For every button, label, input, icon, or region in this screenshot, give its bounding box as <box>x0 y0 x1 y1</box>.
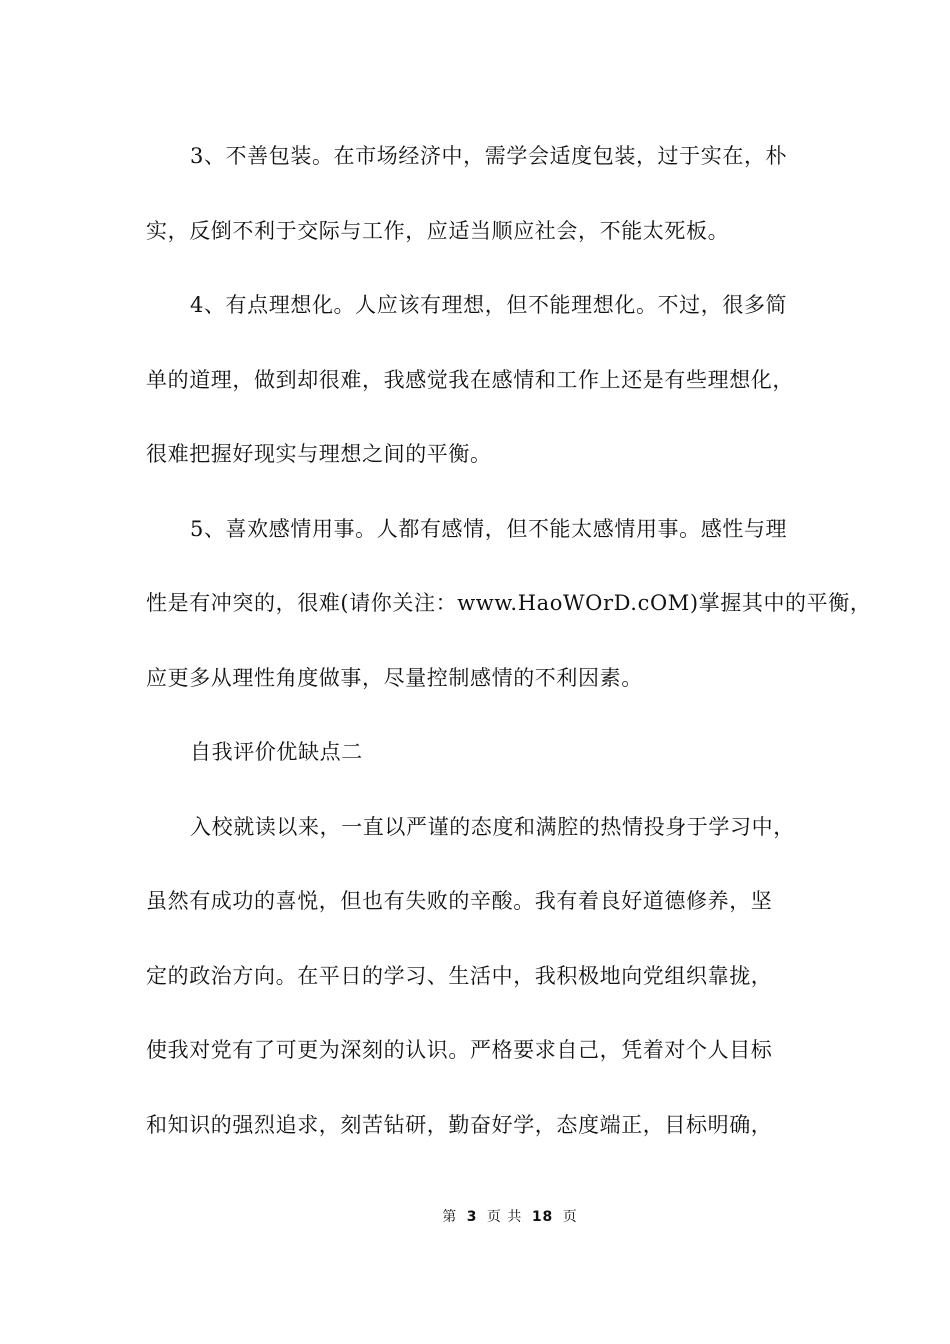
footer-suffix: 页 <box>562 1209 578 1225</box>
text-line: 实，反倒不利于交际与工作，应适当顺应社会，不能太死板。 <box>146 219 730 243</box>
footer-prefix: 第 <box>442 1209 458 1225</box>
text-line: 虽然有成功的喜悦，但也有失败的辛酸。我有着良好道德修养，坚 <box>146 889 773 913</box>
total-page-number: 18 <box>531 1209 554 1225</box>
current-page-number: 3 <box>466 1209 478 1225</box>
text-line: 入校就读以来，一直以严谨的态度和满腔的热情投身于学习中， <box>190 815 795 839</box>
text-line: 4、有点理想化。人应该有理想，但不能理想化。不过，很多简 <box>190 293 788 317</box>
text-line: 应更多从理性角度做事，尽量控制感情的不利因素。 <box>146 666 643 690</box>
section-heading: 自我评价优缺点二 <box>190 740 363 764</box>
page-footer <box>0 1207 950 1227</box>
text-line: 3、不善包装。在市场经济中，需学会适度包装，过于实在，朴 <box>190 144 788 168</box>
footer-middle: 页 共 <box>486 1209 523 1225</box>
text-line: 定的政治方向。在平日的学习、生活中，我积极地向党组织靠拢， <box>146 964 773 988</box>
text-line: 单的道理，做到却很难，我感觉我在感情和工作上还是有些理想化， <box>146 368 794 392</box>
text-line: 很难把握好现实与理想之间的平衡。 <box>146 442 492 466</box>
text-line: 5、喜欢感情用事。人都有感情，但不能太感情用事。感性与理 <box>190 517 788 541</box>
text-line: 和知识的强烈追求，刻苦钻研，勤奋好学，态度端正，目标明确， <box>146 1113 773 1137</box>
text-line: 性是有冲突的，很难(请你关注：www.HaoWOrD.cOM)掌握其中的平衡， <box>146 591 872 615</box>
text-line: 使我对党有了可更为深刻的认识。严格要求自己，凭着对个人目标 <box>146 1038 773 1062</box>
